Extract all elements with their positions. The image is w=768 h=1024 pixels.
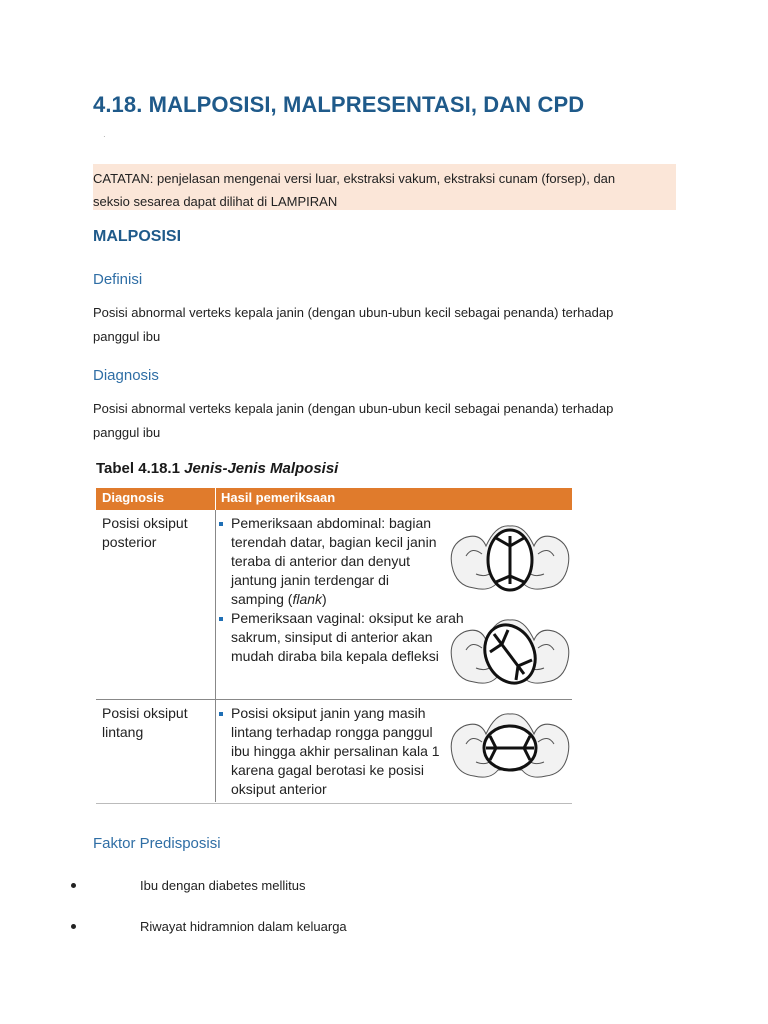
row1-b1-line-2: terendah datar, bagian kecil janin: [231, 534, 437, 550]
diagnosis-text-1: Posisi abnormal verteks kepala janin (dengan ubun-ubun kecil sebagai penanda) terhadap: [93, 401, 614, 416]
diagnosis-heading: Diagnosis: [93, 367, 159, 384]
table-caption-number: Tabel 4.18.1: [96, 460, 180, 477]
definisi-text-1: Posisi abnormal verteks kepala janin (dengan ubun-ubun kecil sebagai penanda) terhadap: [93, 305, 614, 320]
diagnosis-text-2: panggul ibu: [93, 425, 161, 440]
pelvis-illustration-icon: [446, 516, 574, 600]
table-header-diagnosis: Diagnosis: [102, 490, 165, 505]
row2-diagnosis-line-1: Posisi oksiput: [102, 705, 188, 721]
malposisi-table-figure: [94, 456, 574, 806]
table-header-hasil: Hasil pemeriksaan: [221, 490, 336, 505]
list-bullet-icon: [71, 924, 76, 929]
row2-diagnosis: [102, 704, 188, 742]
table-caption: [96, 460, 338, 477]
row2-bullet1: [231, 704, 471, 799]
row2-b1-line-5: oksiput anterior: [231, 781, 327, 797]
note-box: [93, 164, 676, 210]
row1-b1-line-3: teraba di anterior dan denyut: [231, 553, 411, 569]
list-bullet-icon: [71, 883, 76, 888]
page-title: 4.18. MALPOSISI, MALPRESENTASI, DAN CPD: [93, 92, 585, 117]
row1-diagnosis-line-1: Posisi oksiput: [102, 515, 188, 531]
row1-bullet1: [231, 514, 471, 609]
row1-diagnosis: [102, 514, 188, 552]
definisi-text-2: panggul ibu: [93, 329, 161, 344]
row1-b1-line-1: Pemeriksaan abdominal: bagian: [231, 515, 432, 531]
table-header-row: [96, 488, 572, 510]
row1-b2-line-1: Pemeriksaan vaginal: oksiput ke arah: [231, 610, 464, 626]
note-line-2: seksio sesarea dapat dilihat di LAMPIRAN: [93, 194, 338, 209]
list-item: Riwayat hidramnion dalam keluarga: [140, 919, 347, 934]
row1-bullet2: [231, 609, 471, 666]
row2-b1-line-3: ibu hingga akhir persalinan kala 1: [231, 743, 440, 759]
definisi-heading: Definisi: [93, 271, 143, 288]
table-caption-text: Jenis-Jenis Malposisi: [184, 460, 339, 477]
note-line-1: CATATAN: penjelasan mengenai versi luar, ekstraksi vakum, ekstraksi cunam (forsep), dan: [93, 171, 616, 186]
stray-dot: ·: [103, 132, 106, 141]
row2-b1-line-2: lintang terhadap rongga panggul: [231, 724, 433, 740]
pelvis-illustration-icon: [446, 608, 574, 696]
list-item: Ibu dengan diabetes mellitus: [140, 878, 306, 893]
row2-diagnosis-line-2: lintang: [102, 724, 144, 740]
row1-b2-line-2: sakrum, sinsiput di anterior akan: [231, 629, 433, 645]
pelvis-illustration-icon: [446, 706, 574, 790]
row1-diagnosis-line-2: posterior: [102, 534, 157, 550]
table-row-divider: [96, 699, 572, 700]
section-title: MALPOSISI: [93, 228, 182, 245]
square-bullet-icon: [219, 712, 223, 716]
table-bottom-border: [96, 803, 572, 804]
square-bullet-icon: [219, 617, 223, 621]
faktor-heading: Faktor Predisposisi: [93, 835, 221, 852]
row2-b1-line-4: karena gagal berotasi ke posisi: [231, 762, 425, 778]
row1-b2-line-3: mudah diraba bila kepala defleksi: [231, 648, 439, 664]
square-bullet-icon: [219, 522, 223, 526]
table-header-divider: [215, 488, 216, 510]
row1-b1-line-4: jantung janin terdengar di: [231, 572, 390, 588]
table-column-divider: [215, 510, 216, 802]
row1-b1-line-5: samping (flank): [231, 591, 327, 607]
row2-b1-line-1: Posisi oksiput janin yang masih: [231, 705, 426, 721]
